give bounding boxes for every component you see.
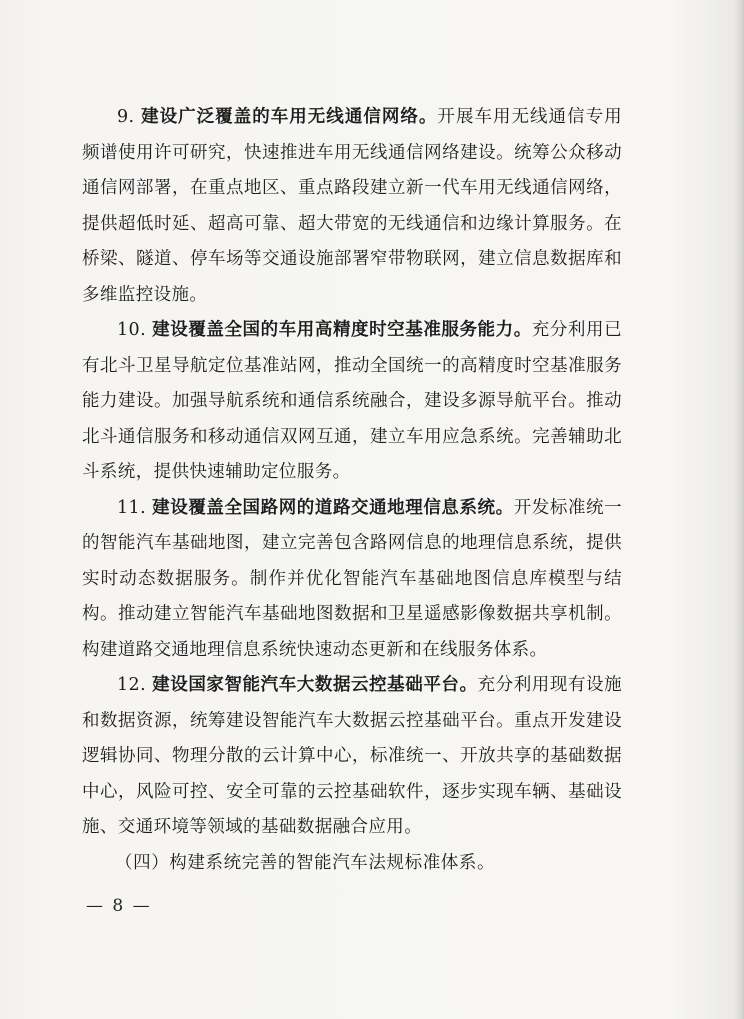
page-number: — 8 — xyxy=(86,896,152,916)
paragraph-heading: 建设覆盖全国路网的道路交通地理信息系统。 xyxy=(152,497,514,518)
scan-shadow-edge xyxy=(734,0,744,1019)
paragraph-9 xyxy=(82,100,622,313)
paragraph-10 xyxy=(82,313,622,491)
paragraph-12 xyxy=(82,668,622,846)
paragraph-11 xyxy=(82,491,622,669)
paragraph-body: 充分利用现有设施和数据资源，统筹建设智能汽车大数据云控基础平台。重点开发建设逻辑协同、物理分散的云计算中心，标准统一、开放共享的基础数据中心，风险可控、安全可靠的云控基础软件，逐步实现车辆、基础设施、交通环境等领域的基础数据融合应用。 xyxy=(82,675,622,837)
paragraph-heading: 建设覆盖全国的车用高精度时空基准服务能力。 xyxy=(152,320,532,340)
section-heading: （四）构建系统完善的智能汽车法规标准体系。 xyxy=(115,852,496,873)
paragraph-body: 开发标准统一的智能汽车基础地图，建立完善包含路网信息的地理信息系统，提供实时动态数据服务。制作并优化智能汽车基础地图信息库模型与结构。推动建立智能汽车基础地图数据和卫星遥感影像数据共享机制。构建道路交通地理信息系统快速动态更新和在线服务体系。 xyxy=(82,497,623,660)
paragraph-number: 11. xyxy=(117,497,147,518)
paragraph-number: 12. xyxy=(117,675,147,695)
paragraph-number: 9. xyxy=(117,107,135,127)
paragraph-number: 10. xyxy=(117,320,147,340)
document-body xyxy=(82,100,622,881)
paragraph-body: 充分利用已有北斗卫星导航定位基准站网，推动全国统一的高精度时空基准服务能力建设。加强导航系统和通信系统融合，建设多源导航平台。推动北斗通信服务和移动通信双网互通，建立车用应急系统。完善辅助北斗系统，提供快速辅助定位服务。 xyxy=(82,320,622,482)
paragraph-heading: 建设国家智能汽车大数据云控基础平台。 xyxy=(152,675,478,695)
paragraph-body: 开展车用无线通信专用频谱使用许可研究，快速推进车用无线通信网络建设。统筹公众移动通信网部署，在重点地区、重点路段建立新一代车用无线通信网络，提供超低时延、超高可靠、超大带宽的无线通信和边缘计算服务。在桥梁、隧道、停车场等交通设施部署窄带物联网，建立信息数据库和多维监控设施。 xyxy=(82,107,623,305)
paragraph-heading: 建设广泛覆盖的车用无线通信网络。 xyxy=(141,107,438,127)
